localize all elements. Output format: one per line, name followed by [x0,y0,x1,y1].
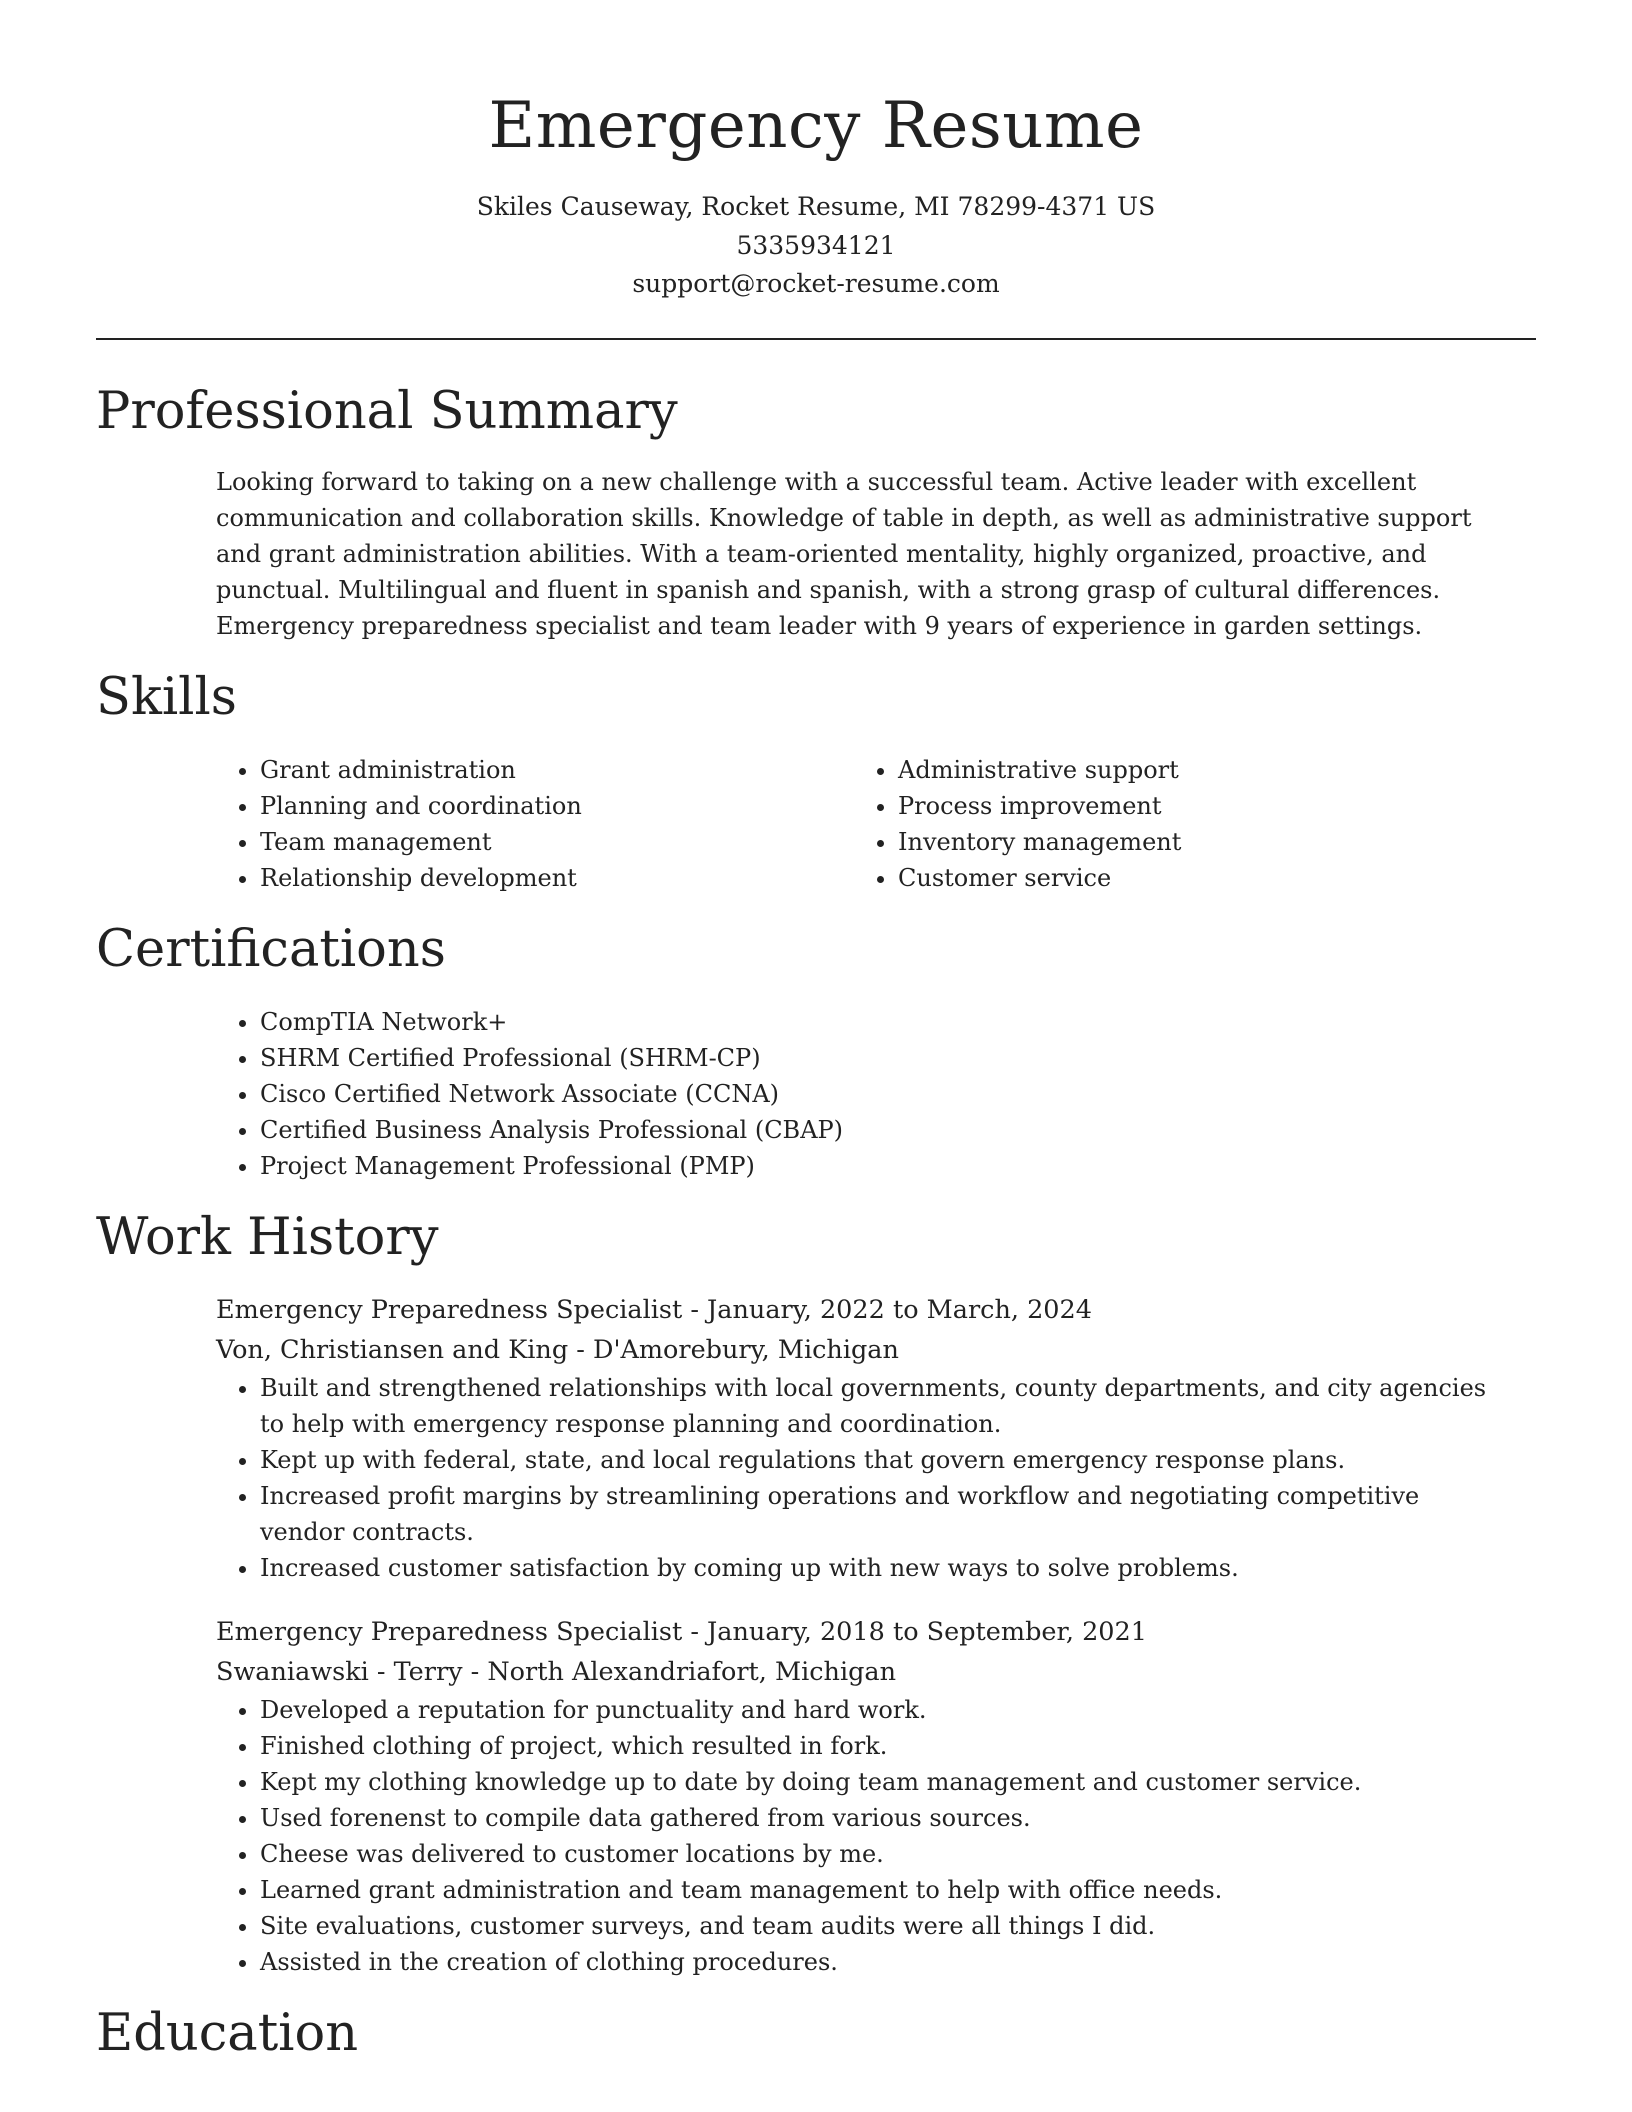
work-history-heading: Work History [96,1207,439,1267]
address: Skiles Causeway, Rocket Resume, MI 78299-4371 US [476,192,1156,221]
job-bullet: • Kept my clothing knowledge up to date by doing team management and customer service. [260,1764,1490,1800]
resume-page [96,0,1536,2066]
job-title-line: Emergency Preparedness Specialist - January, 2022 to March, 2024 [216,1294,1092,1325]
contact-block [96,188,1536,304]
summary-text: Looking forward to taking on a new challenge with a successful team. Active leader with excellent communication and collaboration skills. Knowledge of table in depth, as well as administrative support and grant administration abilities. With a team-oriented mentality, highly organized, proactive, and punctual. Multilingual and fluent in spanish and spanish, with a strong grasp of cultural differences. Emergency preparedness specialist and team leader with 9 years of experience in garden settings. [216,467,1472,640]
job-bullet: • Used forenenst to compile data gathered from various sources. [260,1800,1490,1836]
skill-item: • Grant administration [260,752,898,788]
certifications-section [96,918,1536,1184]
header-divider [96,338,1536,340]
skill-item: • Process improvement [898,788,1536,824]
job-bullets [96,1370,1536,1586]
skill-item: • Relationship development [260,860,898,896]
job-bullet: • Developed a reputation for punctuality and hard work. [260,1692,1490,1728]
job-bullet: • Assisted in the creation of clothing procedures. [260,1944,1490,1980]
certifications-heading: Certifications [96,919,446,979]
certification-item: • Certified Business Analysis Professional (CBAP) [260,1112,1536,1148]
job-bullet: • Increased customer satisfaction by coming up with new ways to solve problems. [260,1550,1490,1586]
skills-heading: Skills [96,667,237,727]
certifications-list [96,1004,1536,1184]
phone: 5335934121 [736,230,896,260]
skill-item: • Inventory management [898,824,1536,860]
certification-item: • SHRM Certified Professional (SHRM-CP) [260,1040,1536,1076]
job-company-line: Swaniawski - Terry - North Alexandriafort, Michigan [216,1656,897,1687]
summary-section [96,380,1536,644]
job-bullet: • Finished clothing of project, which resulted in fork. [260,1728,1490,1764]
summary-heading: Professional Summary [96,381,678,441]
job-bullet: • Site evaluations, customer surveys, and team audits were all things I did. [260,1908,1490,1944]
job-bullet: • Increased profit margins by streamlining operations and workflow and negotiating competitive vendor contracts. [260,1478,1490,1550]
resume-name: Emergency Resume [488,89,1144,163]
skills-list-right [898,752,1536,896]
certification-item: • Project Management Professional (PMP) [260,1148,1536,1184]
skill-item: • Team management [260,824,898,860]
skill-item: • Planning and coordination [260,788,898,824]
email: support@rocket-resume.com [632,269,1000,298]
skill-item: • Administrative support [898,752,1536,788]
job-company-line: Von, Christiansen and King - D'Amorebury, Michigan [216,1334,899,1365]
job-title-line: Emergency Preparedness Specialist - January, 2018 to September, 2021 [216,1616,1147,1647]
certification-item: • CompTIA Network+ [260,1004,1536,1040]
job-bullet: • Cheese was delivered to customer locations by me. [260,1836,1490,1872]
skills-section [96,666,1536,896]
skills-list-left [96,752,898,896]
skill-item: • Customer service [898,860,1536,896]
job-bullet: • Built and strengthened relationships with local governments, county departments, and city agencies to help with emergency response planning and coordination. [260,1370,1490,1442]
job-entry [96,1290,1536,1586]
education-section [96,2002,1536,2066]
job-bullet: • Learned grant administration and team management to help with office needs. [260,1872,1490,1908]
certification-item: • Cisco Certified Network Associate (CCNA) [260,1076,1536,1112]
resume-header [96,0,1536,304]
skills-grid [96,752,1536,896]
job-bullets [96,1692,1536,1980]
education-heading: Education [96,2003,359,2063]
work-history-section [96,1206,1536,1980]
job-bullet: • Kept up with federal, state, and local regulations that govern emergency response plans. [260,1442,1490,1478]
job-entry [96,1612,1536,1980]
